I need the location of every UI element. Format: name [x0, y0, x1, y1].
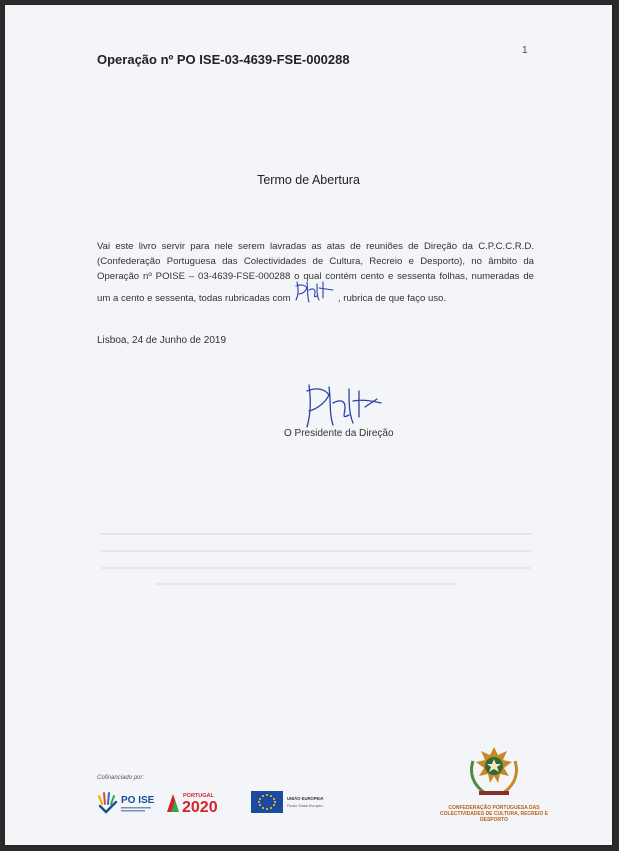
svg-text:PO ISE: PO ISE — [121, 795, 155, 806]
document-title: Termo de Abertura — [257, 173, 360, 187]
poise-logo — [95, 788, 157, 816]
portugal2020-logo — [165, 788, 243, 816]
cpccrd-name: CONFEDERAÇÃO PORTUGUESA DAS COLECTIVIDADES DE CULTURA, RECREIO E DESPORTO — [440, 805, 548, 823]
bleed-through-mark — [101, 550, 531, 552]
cofinanced-label: Cofinanciado por: — [97, 775, 145, 781]
portugal2020-logo-icon — [165, 788, 243, 816]
operation-header: Operação nº PO ISE-03-4639-FSE-000288 — [97, 52, 350, 67]
opening-statement — [97, 239, 534, 306]
bleed-through-mark — [155, 583, 455, 585]
president-title: O Presidente da Direção — [284, 428, 394, 439]
document-date: Lisboa, 24 de Junho de 2019 — [97, 335, 226, 346]
statement-text-part2: , rubrica de que faço uso. — [337, 293, 447, 304]
inline-initials-signature — [293, 284, 335, 298]
svg-text:2020: 2020 — [182, 799, 218, 816]
document-page — [5, 5, 612, 845]
eu-flag-icon — [250, 790, 330, 814]
bleed-through-mark — [101, 533, 531, 535]
svg-text:Fundo Social Europeu: Fundo Social Europeu — [287, 804, 323, 808]
page-number: 1 — [522, 45, 528, 56]
poise-logo-icon — [95, 788, 157, 816]
cpccrd-emblem-icon — [449, 743, 539, 805]
svg-text:PORTUGAL: PORTUGAL — [183, 793, 214, 799]
eu-logo — [250, 790, 330, 814]
bleed-through-mark — [101, 567, 531, 569]
statement-text-part1: Vai este livro servir para nele serem lavradas as atas de reuniões de Direção da C.P.C.C.R.D. (Confederação Portuguesa das Colectividades de Cultura, Recreio e Desporto), no âmbito da Operação nº POISE – 03-4639-FSE-000288 o qual contém cento e sessenta folhas, numeradas de um a cento e sessenta, todas rubricadas com — [97, 241, 534, 304]
initials-signature-icon — [293, 276, 335, 304]
svg-text:UNIÃO EUROPEIA: UNIÃO EUROPEIA — [287, 796, 324, 801]
